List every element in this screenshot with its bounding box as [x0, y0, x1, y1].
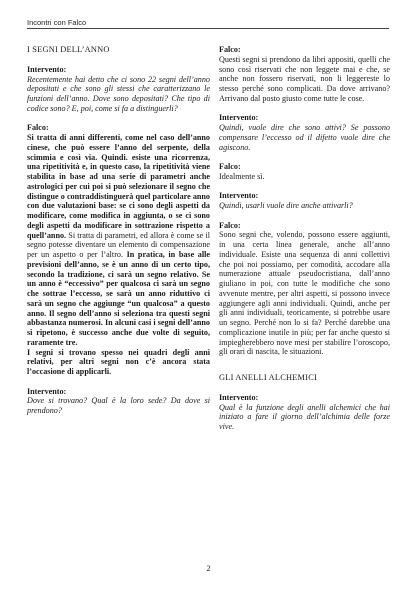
- section-title-anelli: GLI ANELLI ALCHEMICI: [219, 373, 317, 383]
- answer-text: Sono segni che, volendo, possono essere aggiunti, in una certa linea generale, anche all’anno individuale. Esiste una sequenza di anni collettivi che poi noi possiamo, per comodità, accodare alla numerazione attuale pseudocristiana, dall’anno giuliano in poi, con tutte le modifiche che sono avvenute mentre, per altri aspetti, si possono invece aggiungere agli anni individuali. Quindi, anche per gli anni individuali, teoricamente, si potrebbe usare un segno. Perché non lo si fa? Perché darebbe una complicazione inutile in più; per far anche questo si impiegherebbero nove mesi per stabilire l’oroscopo, gli orari di nascita, le situazioni.: [219, 230, 390, 357]
- answer-text-bold-2: In pratica, in base alle previsioni dell’anno, se è un anno di un certo tipo, secondo la tradizione, ci sarà un segno relativo. Se un anno è “eccessivo” per qualcosa ci sarà un segno che sottrae l’eccesso, se sarà un anno riduttivo ci sarà un segno che aggiunge “un qualcosa” a questo anno. Il segno dell’anno si seleziona tra questi segni abbastanza numerosi. In alcuni casi i segni dell’anno si ripetono, è successo anche due volte di seguito, raramente tre.: [27, 250, 210, 347]
- answer-1: [27, 123, 210, 377]
- speaker-label: Intervento:: [219, 392, 259, 402]
- answer-text: Questi segni si prendono da libri appositi, quelli che sono così riservati che non leggete mai e che, se anche non fossero riservati, non li leggereste lo stesso perché sono complicati. Da dove arrivano? Arrivano dal posto giusto come tutte le cose.: [219, 54, 390, 103]
- question-5: [219, 393, 390, 432]
- speaker-label: Intervento:: [219, 191, 259, 201]
- speaker-label: Falco:: [219, 220, 241, 230]
- speaker-label: Falco:: [27, 123, 49, 133]
- question-2: [27, 387, 210, 416]
- question-4: [219, 191, 390, 211]
- answer-text-tail: [27, 348, 210, 377]
- question-text: Quindi, usarli vuole dire anche attivarli?: [219, 201, 353, 211]
- answer-2: [219, 45, 390, 104]
- left-column: [27, 45, 210, 426]
- question-3: [219, 113, 390, 152]
- right-column: [219, 45, 390, 442]
- answer-3: [219, 162, 390, 182]
- section-title-segni: I SEGNI DELL’ANNO: [27, 45, 110, 54]
- question-1: [27, 65, 210, 114]
- question-text: Dove si trovano? Qual è la loro sede? Da dove si prendono?: [27, 396, 210, 416]
- question-text: Recentemente hai detto che ci sono 22 segni dell’anno depositati e che sono gli stessi che caratterizzano le funzioni dell’anno. Dove sono depositati? Che tipo di codice sono? E, poi, come si fa a distinguerli?: [27, 74, 210, 113]
- answer-text: [27, 133, 210, 348]
- question-text: Quindi, vuole dire che sono attivi? Se possono compensare l’eccesso od il difetto vuole dire che agiscono.: [219, 123, 390, 152]
- question-text: Qual è la funzione degli anelli alchemici che hai iniziato a fare il giorno dell’alchimia delle forze vive.: [219, 402, 390, 432]
- answer-4: [219, 221, 390, 358]
- speaker-label: Falco:: [219, 162, 241, 172]
- speaker-label: Intervento:: [27, 64, 67, 74]
- page-number: 2: [206, 563, 211, 573]
- answer-text-plain: Si tratta di parametri, ed allora è come se il segno potesse diventare un elemento di compensazione per un aspetto o per l’altro.: [27, 230, 210, 260]
- speaker-label: Falco:: [219, 45, 241, 54]
- answer-text: Idealmente sì.: [219, 171, 265, 181]
- speaker-label: Intervento:: [219, 113, 259, 123]
- running-header: Incontri con Falco: [27, 18, 389, 29]
- answer-tail-bold: I segni si trovano spesso nei quadri degli anni relativi, per altri segni non c’è ancora stata l’occasione di applicarli.: [27, 347, 210, 377]
- speaker-label: Intervento:: [27, 386, 67, 396]
- answer-text-bold-1: Si tratta di anni differenti, come nel caso dell’anno cinese, che può essere l’anno del serpente, della scimmia e così via. Quindi. esiste una ricorrenza, una ripetitività e, in questo caso, la ripetitività viene stabilita in base ad una serie di parametri anche astrologici per cui poi si può selezionare il segno che distingue o contraddistinguerà quel particolare anno con due valutazioni base: se ci sono degli aspetti da modificare, come modifica in aggiunta, o se ci sono degli aspetti da modificare in sottrazione rispetto a quell’anno.: [27, 133, 210, 240]
